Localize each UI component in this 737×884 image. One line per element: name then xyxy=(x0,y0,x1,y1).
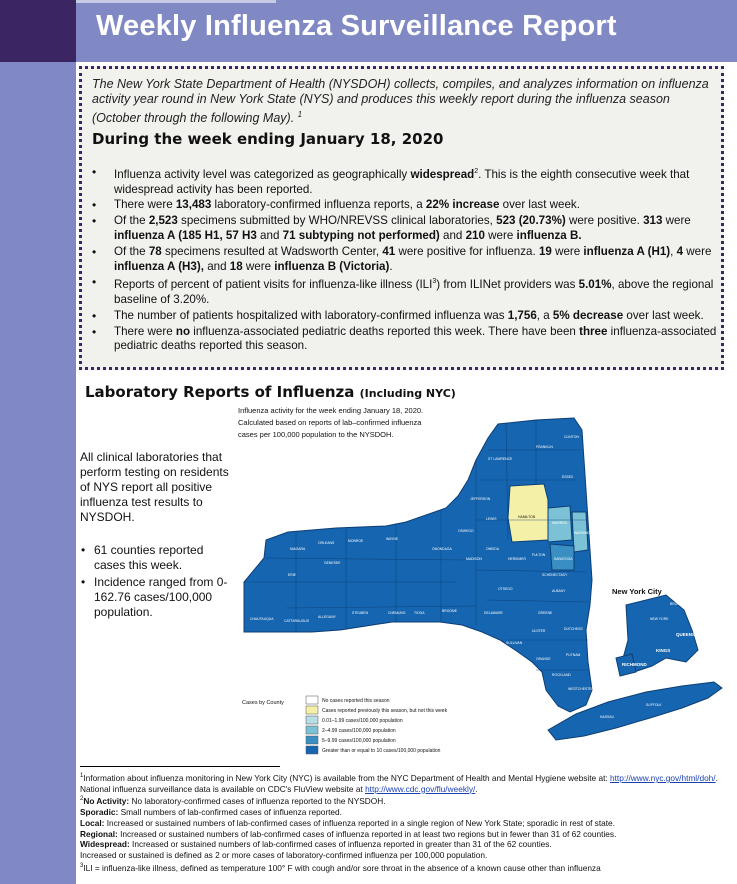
footnote-regional: Regional: Increased or sustained numbers of lab-confirmed cases of influenza reported in at least two regions but in fewer than 31 of 62 counties. xyxy=(80,828,617,839)
legend-label-3: 2–4.99 cases/100,000 population xyxy=(322,728,396,734)
label-albany: ALBANY xyxy=(552,589,566,593)
label-broome: BROOME xyxy=(442,609,458,613)
legend-swatch-4 xyxy=(306,736,318,744)
legend-swatch-5 xyxy=(306,746,318,754)
label-westchester: WESTCHESTER xyxy=(568,687,594,691)
label-niagara: NIAGARA xyxy=(290,547,306,551)
label-erie: ERIE xyxy=(288,573,296,577)
label-orleans: ORLEANS xyxy=(318,541,335,545)
label-steuben: STEUBEN xyxy=(352,611,369,615)
label-warren: WARREN xyxy=(552,521,567,525)
nyc-label: New York City xyxy=(612,587,662,596)
label-lewis: LEWIS xyxy=(486,517,497,521)
label-nassau: NASSAU xyxy=(600,715,614,719)
label-putnam: PUTNAM xyxy=(566,653,581,657)
label-chemung: CHEMUNG xyxy=(388,611,406,615)
label-sullivan: SULLIVAN xyxy=(506,641,523,645)
label-oneida: ONEIDA xyxy=(486,547,499,551)
legend-label-0: No cases reported this season xyxy=(322,698,390,704)
label-clinton: CLINTON xyxy=(564,435,579,439)
label-franklin: FRANKLIN xyxy=(536,445,553,449)
footnote-3: $^3$ILI = influenza-like illness, defined as temperature 100° F with cough and/or sore throat in the absence of a known cause other than influenza xyxy=(80,862,601,873)
footnote-definition: Increased or sustained is defined as 2 or more cases of laboratory-confirmed influenza per 100,000 population. xyxy=(80,850,488,861)
lab-point-counties: • 61 counties reported cases this week. xyxy=(80,543,230,573)
footnote-sporadic: Sporadic: Small numbers of lab-confirmed cases of influenza reported. xyxy=(80,806,342,817)
label-chautauqua: CHAUTAUQUA xyxy=(250,617,274,621)
label-schenectady: SCHENECTADY xyxy=(542,573,568,577)
legend-swatch-1 xyxy=(306,706,318,714)
label-new-york: NEW YORK xyxy=(650,617,669,621)
lab-section-heading: Laboratory Reports of Influenza (Including NYC) xyxy=(85,383,456,401)
bullet-ili: • Reports of percent of patient visits for influenza-like illness (ILI$^3$) from ILINet providers was 5.01%, above the regional baseline of 3.20%. xyxy=(90,275,720,307)
map-caption-line: cases per 100,000 population to the NYSDOH. xyxy=(238,430,394,439)
footnote-divider xyxy=(80,766,280,767)
label-oswego: OSWEGO xyxy=(458,529,474,533)
label-monroe: MONROE xyxy=(348,539,364,543)
label-washington: WASHINGTON xyxy=(574,531,598,535)
label-saratoga: SARATOGA xyxy=(554,557,573,561)
lab-points xyxy=(80,543,230,622)
footnote-1: $^1$Information about influenza monitoring in New York City (NYC) is available from the NYC Department of Health and Mental Hygiene website at: http://www.nyc.gov/html/doh/. National influenza surveillance data is available on CDC's FluView website at http://www.cdc.gov/flu/weekly/. xyxy=(80,772,718,794)
label-cattaraugus: CATTARAUGUS xyxy=(284,619,310,623)
bullet-lab-reports: • There were 13,483 laboratory-confirmed influenza reports, a 22% increase over last week. xyxy=(90,198,720,213)
label-otsego: OTSEGO xyxy=(498,587,513,591)
legend-title: Cases by County xyxy=(242,700,284,706)
label-jefferson: JEFFERSON xyxy=(470,497,491,501)
nys-county-map xyxy=(236,400,731,760)
legend-label-1: Cases reported previously this season, but not this week xyxy=(322,708,448,714)
label-orange: ORANGE xyxy=(536,657,551,661)
map-caption-line: Influenza activity for the week ending January 18, 2020. xyxy=(238,406,424,415)
legend-swatch-3 xyxy=(306,726,318,734)
cdc-fluview-link[interactable]: http://www.cdc.gov/flu/weekly/ xyxy=(365,783,476,794)
nyc-doh-link[interactable]: http://www.nyc.gov/html/doh/ xyxy=(610,772,716,783)
lab-point-incidence: • Incidence ranged from 0-162.76 cases/100,000 population. xyxy=(80,575,230,620)
label-genesee: GENESEE xyxy=(324,561,341,565)
label-hamilton: HAMILTON xyxy=(518,515,536,519)
label-herkimer: HERKIMER xyxy=(508,557,526,561)
header-accent-line xyxy=(76,0,276,3)
label-st-lawrence: ST LAWRENCE xyxy=(488,457,513,461)
label-rockland: ROCKLAND xyxy=(552,673,571,677)
hamilton-county xyxy=(508,484,548,542)
legend-swatch-0 xyxy=(306,696,318,704)
footnote-local: Local: Increased or sustained numbers of lab-confirmed cases of influenza reported in a single region of New York State; sporadic in rest of state. xyxy=(80,817,615,828)
label-kings: KINGS xyxy=(656,648,671,653)
bullet-pediatric-deaths: • There were no influenza-associated pediatric deaths reported this week. There have been three influenza-associated pediatric deaths reported this season. xyxy=(90,325,720,355)
label-onondaga: ONONDAGA xyxy=(432,547,452,551)
bullet-hospitalized: • The number of patients hospitalized with laboratory-confirmed influenza was 1,756, a 5% decrease over last week. xyxy=(90,309,720,324)
bullet-wadsworth: • Of the 78 specimens resulted at Wadsworth Center, 41 were positive for influenza. 19 were influenza A (H1), 4 were influenza A (H3), and 18 were influenza B (Victoria). xyxy=(90,245,720,275)
label-allegany: ALLEGANY xyxy=(318,615,336,619)
report-title: Weekly Influenza Surveillance Report xyxy=(96,10,617,42)
label-tioga: TIOGA xyxy=(414,611,425,615)
map-caption xyxy=(238,405,518,441)
legend xyxy=(306,696,448,754)
label-greene: GREENE xyxy=(538,611,553,615)
legend-label-5: Greater than or equal to 10 cases/100,000 population xyxy=(322,748,441,754)
label-madison: MADISON xyxy=(466,557,482,561)
bullet-activity-level: • Influenza activity level was categorized as geographically widespread$^2$. This is the eighth consecutive week that widespread activity has been reported. xyxy=(90,165,720,197)
intro-paragraph: The New York State Department of Health (NYSDOH) collects, compiles, and analyzes information on influenza activity year round in New York State (NYS) and produces this weekly report during the influenza season (October through the following May). $^1$ xyxy=(92,77,709,126)
footnotes xyxy=(80,771,730,873)
label-ulster: ULSTER xyxy=(532,629,546,633)
map-caption-line: Calculated based on reports of lab–confirmed influenza xyxy=(238,418,422,427)
label-wayne: WAYNE xyxy=(386,537,399,541)
sidebar-top-block xyxy=(0,0,76,62)
footnote-widespread: Widespread: Increased or sustained numbers of lab-confirmed cases of influenza reported in greater than 31 of the 62 counties. xyxy=(80,839,552,850)
bullet-clinical-labs: • Of the 2,523 specimens submitted by WHO/NREVSS clinical laboratories, 523 (20.73%) were positive. 313 were influenza A (185 H1, 57 H3 and 71 subtyping not performed) and 210 were influenza B. xyxy=(90,214,720,244)
label-essex: ESSEX xyxy=(562,475,574,479)
label-fulton: FULTON xyxy=(532,553,546,557)
week-heading: During the week ending January 18, 2020 xyxy=(92,130,444,148)
label-dutchess: DUTCHESS xyxy=(564,627,583,631)
label-queens: QUEENS xyxy=(676,632,696,637)
legend-swatch-2 xyxy=(306,716,318,724)
label-richmond: RICHMOND xyxy=(622,662,647,667)
lab-description: All clinical laboratories that perform testing on residents of NYS report all positive influenza test results to NYSDOH. xyxy=(80,450,229,524)
legend-label-2: 0.01–1.99 cases/100,000 population xyxy=(322,718,403,724)
summary-bullets xyxy=(90,165,720,355)
footnote-2: $^2$No Activity: No laboratory-confirmed cases of influenza reported to the NYSDOH. xyxy=(80,796,386,807)
left-sidebar xyxy=(0,0,76,884)
summary-box xyxy=(79,66,724,370)
label-bronx: BRONX xyxy=(670,602,683,606)
label-delaware: DELAWARE xyxy=(484,611,503,615)
legend-label-4: 5–9.99 cases/100,000 population xyxy=(322,738,396,744)
label-suffolk: SUFFOLK xyxy=(646,703,662,707)
